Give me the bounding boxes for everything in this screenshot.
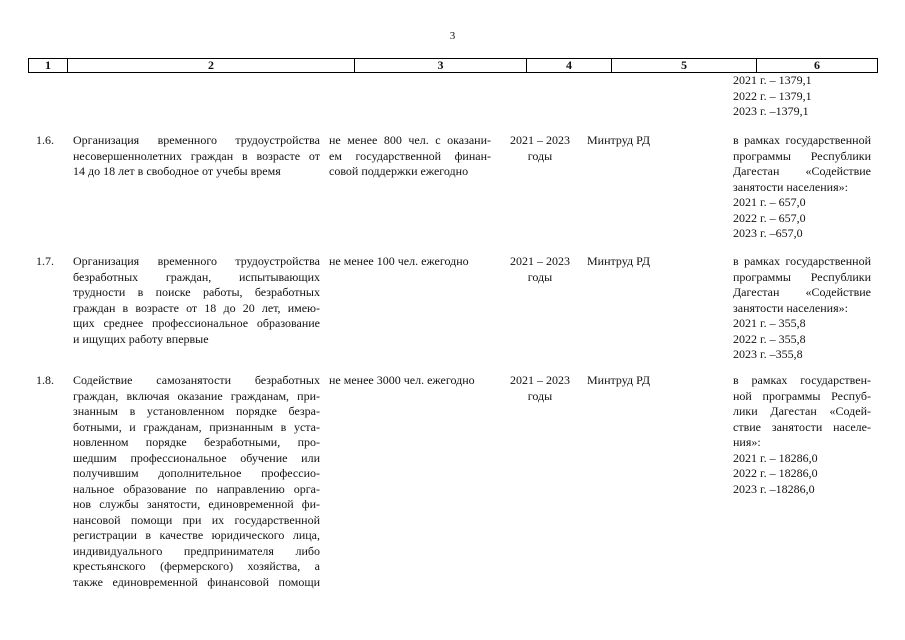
funding-cell	[733, 254, 871, 363]
header-col-4: 4	[566, 58, 572, 72]
funding-line: ствие занятости населе-	[733, 419, 871, 434]
funding-line: 2021 г. – 657,0	[733, 195, 806, 209]
funding-line: программы Республики	[733, 148, 871, 163]
header-col-6: 6	[814, 58, 820, 72]
funding-line: лики Дагестан «Содей-	[733, 404, 871, 418]
period-cell	[498, 254, 582, 285]
executor-cell: Минтруд РД	[587, 254, 651, 268]
funding-line: занятости населения»:	[733, 179, 848, 194]
period-cell	[498, 133, 582, 164]
measure-line: граждан, включая оказание гражданам, при-	[73, 388, 320, 403]
measure-line: знанным в установленном порядке безра-	[73, 404, 320, 418]
header-col-2: 2	[208, 58, 214, 72]
funding-line: 2023 г. –355,8	[733, 347, 803, 361]
continuation-funding-cell	[733, 73, 878, 120]
measure-line: нальное образование по направлению орга-	[73, 481, 320, 496]
measure-line: Организация временного трудоустройства	[73, 133, 320, 147]
measure-line: нансовой помощи при их государственной	[73, 512, 320, 527]
measure-line: несовершеннолетних граждан в возрасте от	[73, 148, 320, 163]
executor-cell: Минтруд РД	[587, 133, 651, 147]
measure-line: новленном порядке безработными, про-	[73, 435, 320, 449]
page-number: 3	[449, 30, 456, 42]
table-header-row	[28, 58, 878, 73]
indicator-line: ем государственной финан-	[329, 148, 491, 163]
funding-line: 2023 г. –1379,1	[733, 104, 809, 118]
funding-cell	[733, 133, 871, 242]
indicator-cell: не менее 3000 чел. ежегодно	[329, 373, 475, 387]
funding-line: 2023 г. –657,0	[733, 226, 803, 240]
funding-cell	[733, 373, 871, 497]
funding-line: 2021 г. – 1379,1	[733, 73, 812, 87]
measure-line: индивидуального предпринимателя либо	[73, 543, 320, 558]
measure-line: и ищущих работу впервые	[73, 331, 209, 346]
period-line: годы	[527, 148, 553, 163]
funding-line: 2021 г. – 18286,0	[733, 450, 818, 465]
period-line: 2021 – 2023	[510, 373, 570, 387]
funding-line: 2023 г. –18286,0	[733, 481, 815, 496]
funding-line: 2021 г. – 355,8	[733, 316, 806, 330]
period-line: 2021 – 2023	[510, 254, 570, 268]
measure-line: также единовременной финансовой помощи	[73, 574, 320, 589]
funding-line: 2022 г. – 18286,0	[733, 466, 818, 480]
indicator-line: не менее 800 чел. с оказани-	[329, 133, 491, 147]
measure-line: шедшим профессиональное обучение или	[73, 450, 320, 465]
row-number: 1.7.	[36, 254, 54, 268]
header-col-3: 3	[437, 58, 444, 72]
measure-cell	[73, 373, 320, 590]
measure-line: 14 до 18 лет в свободное от учебы время	[73, 164, 281, 178]
measure-line: трудности в поиске работы, безработных	[73, 285, 320, 299]
measure-line: крестьянского (фермерского) хозяйства, а	[73, 559, 320, 573]
measure-line: щих среднее профессиональное образование	[73, 316, 320, 330]
measure-line: получившим дополнительное профессио-	[73, 466, 320, 480]
header-col-1: 1	[45, 58, 51, 72]
funding-line: 2022 г. – 657,0	[733, 210, 806, 225]
measure-line: регистрации в качестве юридического лица,	[73, 528, 320, 542]
measure-line: граждан в возрасте от 18 до 20 лет, имею-	[73, 300, 320, 315]
funding-line: в рамках государственной	[733, 133, 871, 147]
funding-line: в рамках государственной	[733, 254, 871, 268]
funding-line: ной программы Респуб-	[733, 388, 871, 403]
funding-line: ния»:	[733, 435, 761, 449]
measure-line: ботными, и гражданам, признанным в уста-	[73, 419, 320, 434]
measure-line: Содействие самозанятости безработных	[73, 373, 320, 387]
funding-line: в рамках государствен-	[733, 373, 871, 387]
period-line: годы	[527, 388, 553, 403]
funding-line: Дагестан «Содействие	[733, 164, 871, 178]
measure-line: нов службы занятости, единовременной фи-	[73, 497, 320, 511]
header-col-5: 5	[681, 58, 687, 72]
funding-line: 2022 г. – 1379,1	[733, 88, 812, 103]
period-cell	[498, 373, 582, 404]
measure-cell	[73, 254, 320, 347]
row-number: 1.6.	[36, 133, 54, 147]
period-line: 2021 – 2023	[510, 133, 570, 147]
period-line: годы	[527, 269, 553, 284]
funding-line: 2022 г. – 355,8	[733, 331, 806, 346]
funding-line: занятости населения»:	[733, 300, 848, 315]
measure-line: Организация временного трудоустройства	[73, 254, 320, 268]
executor-cell: Минтруд РД	[587, 373, 651, 387]
funding-line: программы Республики	[733, 269, 871, 284]
indicator-cell: не менее 100 чел. ежегодно	[329, 254, 469, 268]
row-number: 1.8.	[36, 373, 54, 387]
measure-cell	[73, 133, 320, 180]
indicator-cell	[329, 133, 491, 180]
measure-line: безработных граждан, испытывающих	[73, 269, 320, 284]
indicator-line: совой поддержки ежегодно	[329, 164, 469, 178]
funding-line: Дагестан «Содействие	[733, 285, 871, 299]
